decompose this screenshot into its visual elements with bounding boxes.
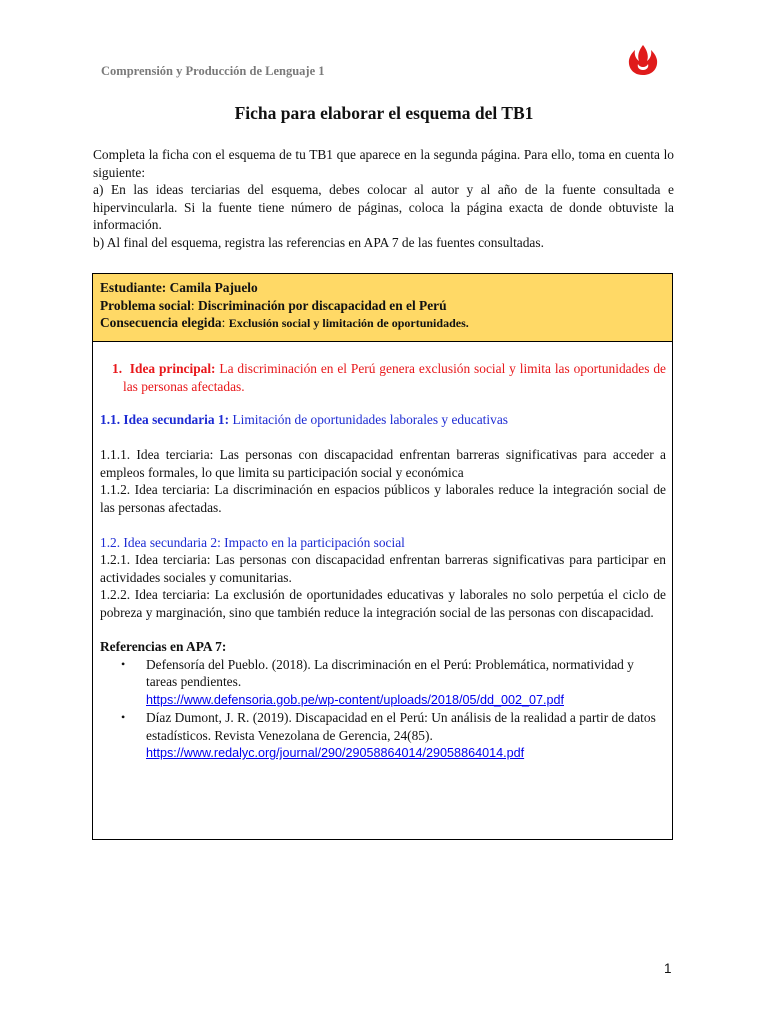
tertiary-idea-1-2-2: 1.2.2. Idea terciaria: La exclusión de oportunidades educativas y laborales no solo perpetúa el ciclo de pobreza y marginación, sino que también reduce la integración social de las personas con discapacidad. xyxy=(100,587,666,620)
bullet-icon: • xyxy=(121,710,126,724)
references-title: Referencias en APA 7: xyxy=(100,639,227,654)
document-title: Ficha para elaborar el esquema del TB1 xyxy=(234,103,534,123)
tertiary-idea-1-1-1: 1.1.1. Idea terciaria: Las personas con discapacidad enfrentan barreras significativas para acceder a empleos formales, lo que limita su participación social y económica xyxy=(100,447,666,480)
instruction-b: b) Al final del esquema, registra las referencias en APA 7 de las fuentes consultadas. xyxy=(93,234,544,250)
chosen-consequence: Consecuencia elegida: Exclusión social y limitación de oportunidades. xyxy=(100,315,469,330)
reference-link[interactable]: https://www.defensoria.gob.pe/wp-content/uploads/2018/05/dd_002_07.pdf xyxy=(146,692,564,707)
card-header xyxy=(93,274,672,342)
social-problem: Problema social: Discriminación por discapacidad en el Perú xyxy=(100,297,447,313)
main-idea: 1. Idea principal: La discriminación en el Perú genera exclusión social y limita las oportunidades de las personas afectadas. xyxy=(112,361,666,394)
instructions-intro: Completa la ficha con el esquema de tu TB1 que aparece en la segunda página. Para ello, toma en cuenta lo siguiente: xyxy=(93,147,674,180)
reference-text: Díaz Dumont, J. R. (2019). Discapacidad en el Perú: Un análisis de la realidad a partir de datos estadísticos. Revista Venezolana de Gerencia, 24(85). xyxy=(146,710,656,743)
course-header: Comprensión y Producción de Lenguaje 1 xyxy=(101,64,325,78)
reference-text: Defensoría del Pueblo. (2018). La discriminación en el Perú: Problemática, normatividad y tareas pendientes. xyxy=(146,656,634,689)
page-number: 1 xyxy=(664,961,672,976)
secondary-idea-2: 1.2. Idea secundaria 2: Impacto en la participación social xyxy=(100,534,405,550)
student-name: Estudiante: Camila Pajuelo xyxy=(100,280,258,295)
instruction-a: a) En las ideas terciarias del esquema, debes colocar al autor y al año de la fuente consultada e hipervincularla. Si la fuente tiene número de páginas, coloca la página exacta de donde obtuviste la información. xyxy=(93,182,674,232)
outline-body xyxy=(93,360,672,763)
upc-flame-logo-icon xyxy=(626,44,660,76)
tertiary-idea-1-1-2: 1.1.2. Idea terciaria: La discriminación en espacios públicos y laborales reduce la integración social de las personas afectadas. xyxy=(100,482,666,515)
bullet-icon: • xyxy=(121,656,126,671)
instructions xyxy=(93,146,674,251)
reference-item xyxy=(100,709,666,763)
tertiary-idea-1-2-1: 1.2.1. Idea terciaria: Las personas con discapacidad enfrentan barreras significativas para participar en actividades sociales y comunitarias. xyxy=(100,552,666,585)
outline-card xyxy=(92,273,673,840)
reference-link[interactable]: https://www.redalyc.org/journal/290/29058864014/29058864014.pdf xyxy=(146,746,525,760)
secondary-idea-1: 1.1. Idea secundaria 1: Limitación de oportunidades laborales y educativas xyxy=(100,412,508,427)
reference-item xyxy=(100,656,666,710)
